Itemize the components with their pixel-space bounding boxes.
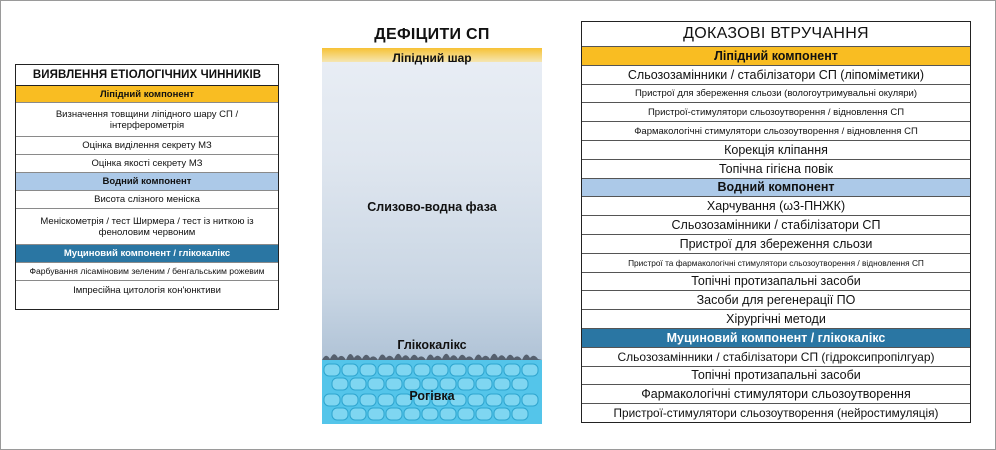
right-item-anti-inflammatory: Топічні протизапальні засоби [582,272,970,291]
left-item-staining: Фарбування лісаміновим зеленим / бенгальським рожевим [16,263,278,281]
left-item-meniscus-height: Висота слізного меніска [16,191,278,209]
right-item-tear-preservation: Пристрої для збереження сльози [582,234,970,253]
left-header-mucin: Муциновий компонент / глікокалікс [16,245,278,263]
right-item-pharma-stimulators-2: Фармакологічні стимулятори сльозоутворення [582,384,970,403]
left-header-aqueous: Водний компонент [16,173,278,191]
left-item-lipid-thickness: Визначення товщини ліпідного шару СП / інтерферометрія [16,103,278,137]
left-item-impression-cytology: Імпресійна цитологія кон'юнктиви [73,285,221,296]
left-item-mg-secretion: Оцінка виділення секрету МЗ [16,137,278,155]
etiology-panel-title: ВИЯВЛЕННЯ ЕТІОЛОГІЧНИХ ЧИННИКІВ [16,65,278,86]
interventions-panel [581,21,971,423]
right-header-aqueous: Водний компонент [582,178,970,197]
cornea-label: Рогівка [409,389,455,403]
right-item-lid-hygiene: Топічна гігієна повік [582,159,970,178]
right-header-lipid: Ліпідний компонент [582,46,970,65]
lipid-layer-label: Ліпідний шар [392,51,472,65]
right-item-pharma-stimulators: Фармакологічні стимулятори сльозоутворення / відновлення СП [582,121,970,140]
right-item-moisture-goggles: Пристрої для збереження сльози (вологоутримувальні окуляри) [582,84,970,103]
right-item-devices-and-pharma: Пристрої та фармакологічні стимулятори сльозоутворення / відновлення СП [582,253,970,272]
right-item-lipomimetics: Сльозозамінники / стабілізатори СП (ліпоміметики) [582,65,970,84]
right-header-mucin: Муциновий компонент / глікокалікс [582,328,970,347]
etiology-panel [15,64,279,310]
right-item-regeneration: Засоби для регенерації ПО [582,290,970,309]
left-header-lipid: Ліпідний компонент [16,86,278,103]
right-item-blink-correction: Корекція кліпання [582,140,970,159]
interventions-panel-title: ДОКАЗОВІ ВТРУЧАННЯ [683,25,869,42]
tear-film-illustration [322,48,542,424]
tear-film-title: ДЕФІЦИТИ СП [374,26,490,43]
right-item-neurostimulation: Пристрої-стимулятори сльозоутворення (нейростимуляція) [582,403,970,422]
right-item-surgery: Хірургічні методи [582,309,970,328]
left-item-schirmer-test: Менiскометрія / тест Ширмера / тест із ниткою із феноловим червоним [16,209,278,245]
glycocalyx-label: Глікокалікс [397,338,467,352]
right-item-anti-inflammatory-2: Топічні протизапальні засоби [582,366,970,385]
right-item-nutrition: Харчування (ω3-ПНЖК) [582,196,970,215]
right-item-stimulator-devices: Пристрої-стимулятори сльозоутворення / відновлення СП [582,102,970,121]
aqueous-phase-label: Слизово-водна фаза [367,200,497,214]
right-item-hp-guar: Сльозозамінники / стабілізатори СП (гідроксипропілгуар) [582,347,970,366]
left-item-mg-quality: Оцінка якості секрету МЗ [16,155,278,173]
right-item-tear-substitutes: Сльозозамінники / стабілізатори СП [582,215,970,234]
